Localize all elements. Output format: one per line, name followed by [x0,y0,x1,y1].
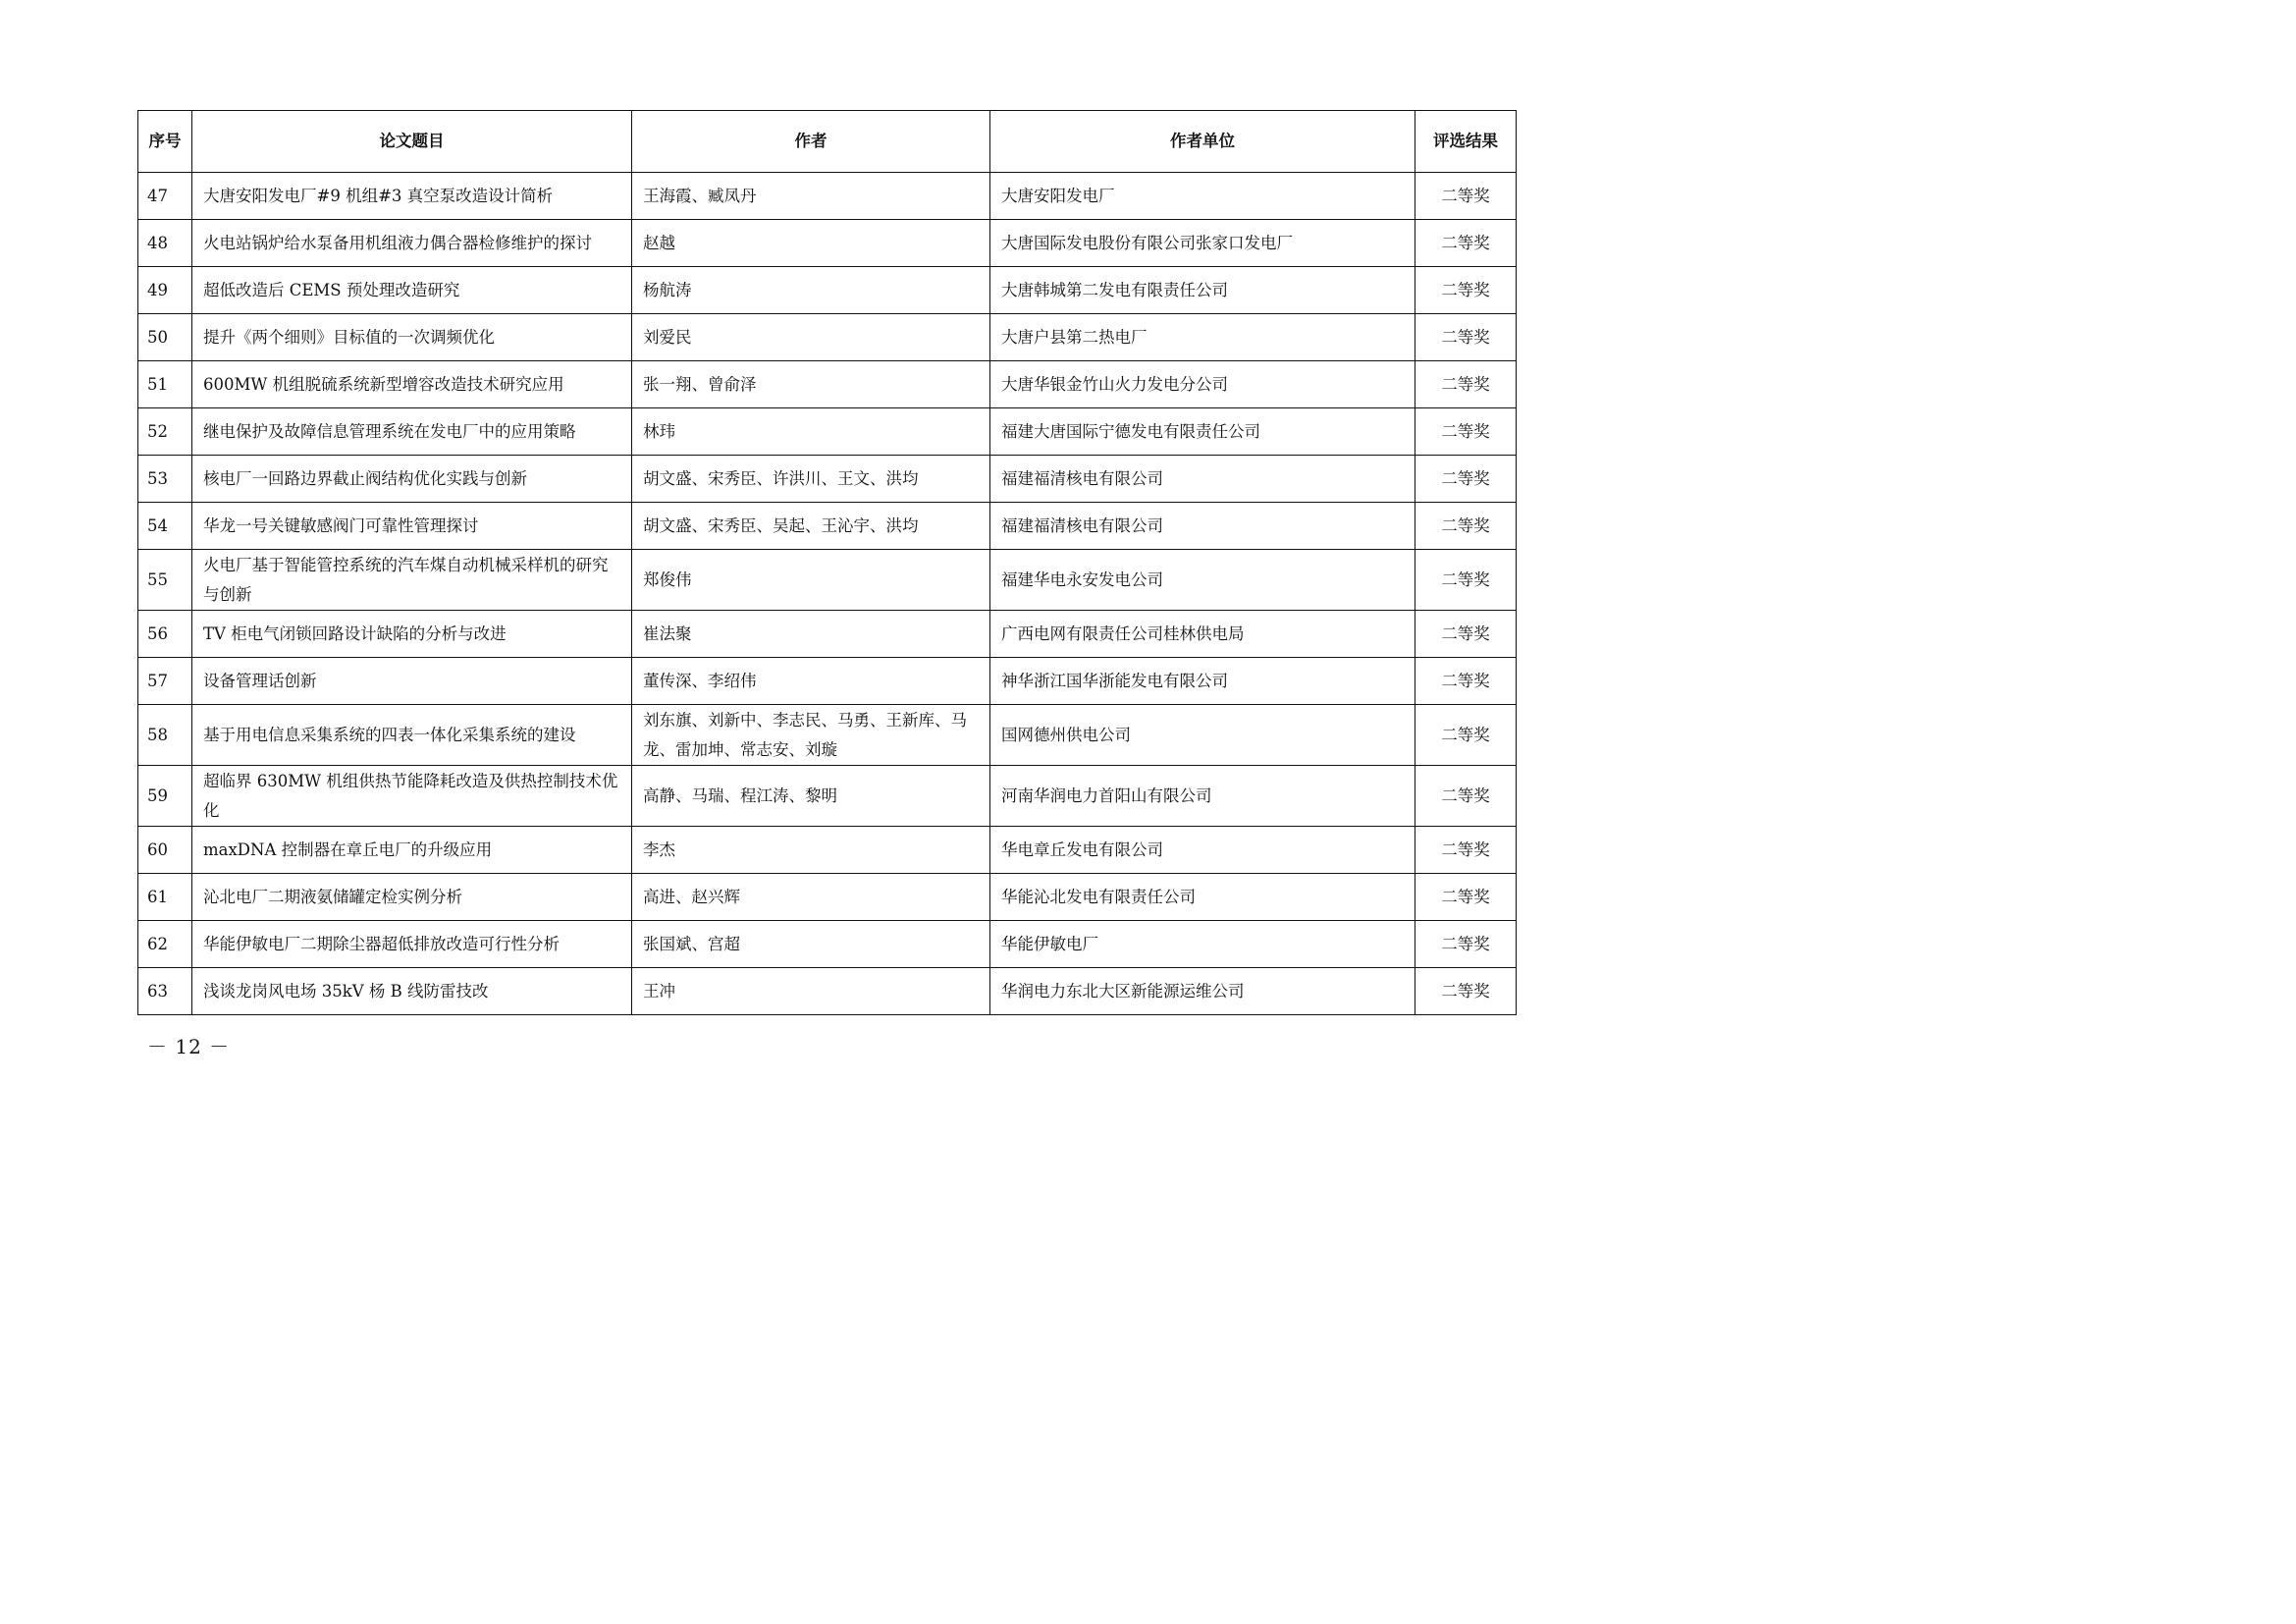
authors: 张国斌、宫超 [632,921,990,968]
paper-title: 火电厂基于智能管控系统的汽车煤自动机械采样机的研究与创新 [192,550,632,611]
paper-title: 继电保护及故障信息管理系统在发电厂中的应用策略 [192,408,632,456]
author-organization: 福建华电永安发电公司 [990,550,1415,611]
author-organization: 大唐华银金竹山火力发电分公司 [990,361,1415,408]
author-organization: 华润电力东北大区新能源运维公司 [990,968,1415,1015]
paper-title: 大唐安阳发电厂#9 机组#3 真空泵改造设计简析 [192,173,632,220]
award-result: 二等奖 [1415,173,1517,220]
author-organization: 河南华润电力首阳山有限公司 [990,766,1415,827]
authors: 高进、赵兴辉 [632,874,990,921]
row-number: 60 [138,827,192,874]
author-organization: 华能伊敏电厂 [990,921,1415,968]
row-number: 50 [138,314,192,361]
authors: 郑俊伟 [632,550,990,611]
author-organization: 国网德州供电公司 [990,705,1415,766]
table-row [138,361,1517,408]
table-body [138,173,1517,1015]
award-result: 二等奖 [1415,611,1517,658]
authors: 刘东旗、刘新中、李志民、马勇、王新库、马龙、雷加坤、常志安、刘璇 [632,705,990,766]
paper-title: 华能伊敏电厂二期除尘器超低排放改造可行性分析 [192,921,632,968]
table-row [138,705,1517,766]
table-row [138,550,1517,611]
awards-table [137,110,1517,1015]
paper-title: maxDNA 控制器在章丘电厂的升级应用 [192,827,632,874]
row-number: 53 [138,456,192,503]
award-result: 二等奖 [1415,827,1517,874]
authors: 李杰 [632,827,990,874]
award-result: 二等奖 [1415,361,1517,408]
author-organization: 大唐安阳发电厂 [990,173,1415,220]
author-organization: 福建福清核电有限公司 [990,503,1415,550]
paper-title: 核电厂一回路边界截止阀结构优化实践与创新 [192,456,632,503]
row-number: 52 [138,408,192,456]
paper-title: 超低改造后 CEMS 预处理改造研究 [192,267,632,314]
award-result: 二等奖 [1415,658,1517,705]
table-row [138,611,1517,658]
paper-title: 华龙一号关键敏感阀门可靠性管理探讨 [192,503,632,550]
authors: 胡文盛、宋秀臣、吴起、王沁宇、洪均 [632,503,990,550]
table-row [138,921,1517,968]
award-result: 二等奖 [1415,921,1517,968]
paper-title: 基于用电信息采集系统的四表一体化采集系统的建设 [192,705,632,766]
table-row [138,456,1517,503]
row-number: 54 [138,503,192,550]
award-result: 二等奖 [1415,503,1517,550]
paper-title: 超临界 630MW 机组供热节能降耗改造及供热控制技术优化 [192,766,632,827]
table-row [138,314,1517,361]
paper-title: 设备管理话创新 [192,658,632,705]
paper-title: TV 柜电气闭锁回路设计缺陷的分析与改进 [192,611,632,658]
row-number: 48 [138,220,192,267]
author-organization: 华能沁北发电有限责任公司 [990,874,1415,921]
authors: 杨航涛 [632,267,990,314]
authors: 王冲 [632,968,990,1015]
author-organization: 广西电网有限责任公司桂林供电局 [990,611,1415,658]
row-number: 49 [138,267,192,314]
table-row [138,220,1517,267]
award-result: 二等奖 [1415,874,1517,921]
authors: 董传深、李绍伟 [632,658,990,705]
row-number: 57 [138,658,192,705]
authors: 刘爱民 [632,314,990,361]
row-number: 55 [138,550,192,611]
authors: 林玮 [632,408,990,456]
table-row [138,173,1517,220]
authors: 王海霞、臧凤丹 [632,173,990,220]
award-result: 二等奖 [1415,220,1517,267]
paper-title: 浅谈龙岗风电场 35kV 杨 B 线防雷技改 [192,968,632,1015]
award-result: 二等奖 [1415,550,1517,611]
author-organization: 福建大唐国际宁德发电有限责任公司 [990,408,1415,456]
row-number: 58 [138,705,192,766]
row-number: 56 [138,611,192,658]
paper-title: 沁北电厂二期液氨储罐定检实例分析 [192,874,632,921]
page-number: － 12 － [147,1035,231,1058]
paper-title: 火电站锅炉给水泵备用机组液力偶合器检修维护的探讨 [192,220,632,267]
award-result: 二等奖 [1415,267,1517,314]
table-row [138,267,1517,314]
authors: 胡文盛、宋秀臣、许洪川、王文、洪均 [632,456,990,503]
row-number: 61 [138,874,192,921]
table-row [138,408,1517,456]
row-number: 63 [138,968,192,1015]
award-result: 二等奖 [1415,314,1517,361]
award-result: 二等奖 [1415,408,1517,456]
authors: 张一翔、曾俞泽 [632,361,990,408]
author-organization: 大唐国际发电股份有限公司张家口发电厂 [990,220,1415,267]
row-number: 47 [138,173,192,220]
author-organization: 华电章丘发电有限公司 [990,827,1415,874]
table-row [138,874,1517,921]
table-row [138,658,1517,705]
table-row [138,503,1517,550]
authors: 崔法聚 [632,611,990,658]
paper-title: 提升《两个细则》目标值的一次调频优化 [192,314,632,361]
header-author-organization: 作者单位 [990,111,1415,173]
table-row [138,968,1517,1015]
row-number: 59 [138,766,192,827]
award-result: 二等奖 [1415,456,1517,503]
table-row [138,766,1517,827]
author-organization: 神华浙江国华浙能发电有限公司 [990,658,1415,705]
row-number: 62 [138,921,192,968]
paper-title: 600MW 机组脱硫系统新型增容改造技术研究应用 [192,361,632,408]
table-header [138,111,1517,173]
award-result: 二等奖 [1415,968,1517,1015]
author-organization: 大唐韩城第二发电有限责任公司 [990,267,1415,314]
header-author: 作者 [632,111,990,173]
author-organization: 福建福清核电有限公司 [990,456,1415,503]
table-row [138,827,1517,874]
header-serial-number: 序号 [138,111,192,173]
authors: 赵越 [632,220,990,267]
authors: 高静、马瑞、程江涛、黎明 [632,766,990,827]
row-number: 51 [138,361,192,408]
award-result: 二等奖 [1415,705,1517,766]
author-organization: 大唐户县第二热电厂 [990,314,1415,361]
header-row [138,111,1517,173]
award-result: 二等奖 [1415,766,1517,827]
header-paper-title: 论文题目 [192,111,632,173]
header-result: 评选结果 [1415,111,1517,173]
